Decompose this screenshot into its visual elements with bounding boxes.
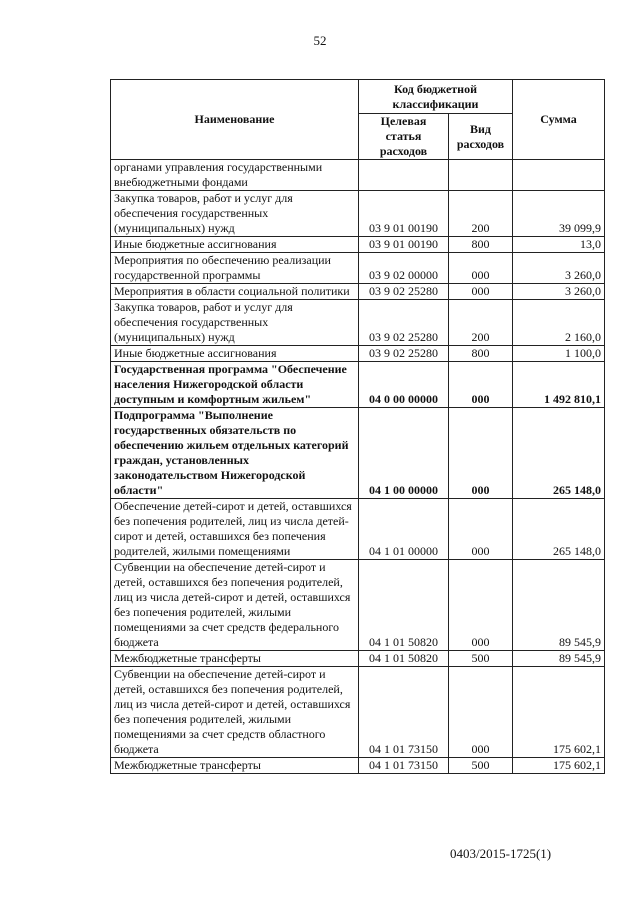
budget-table — [110, 79, 605, 774]
row-type: 800 — [449, 346, 513, 362]
row-sum: 1 100,0 — [513, 346, 605, 362]
row-code: 03 9 02 25280 — [359, 300, 449, 346]
row-sum: 89 545,9 — [513, 651, 605, 667]
document-code: 0403/2015-1725(1) — [450, 846, 552, 861]
table-row — [111, 284, 605, 300]
row-type: 000 — [449, 253, 513, 284]
row-code: 03 9 02 25280 — [359, 284, 449, 300]
row-name: Межбюджетные трансферты — [111, 651, 359, 667]
row-code: 04 1 01 00000 — [359, 499, 449, 560]
row-code: 03 9 01 00190 — [359, 191, 449, 237]
table-row — [111, 346, 605, 362]
row-name: Подпрограмма "Выполнение государственных обязательств по обеспечению жильем отдельных категорий граждан, установленных законодательством Нижегородской области" — [111, 408, 359, 499]
table-row — [111, 758, 605, 774]
row-name: органами управления государственными внебюджетными фондами — [111, 160, 359, 191]
row-code: 04 1 01 50820 — [359, 560, 449, 651]
table-row — [111, 300, 605, 346]
row-code: 03 9 02 00000 — [359, 253, 449, 284]
row-code: 04 1 01 73150 — [359, 667, 449, 758]
row-type: 000 — [449, 408, 513, 499]
row-code — [359, 160, 449, 191]
row-name: Обеспечение детей-сирот и детей, оставшихся без попечения родителей, лиц из числа детей-сирот и детей, оставшихся без попечения родителей, жилыми помещениями — [111, 499, 359, 560]
header-amount: Сумма — [513, 80, 605, 160]
header-expense-type: Вид расходов — [449, 114, 513, 160]
row-name: Мероприятия по обеспечению реализации государственной программы — [111, 253, 359, 284]
row-code: 04 1 01 73150 — [359, 758, 449, 774]
row-sum: 265 148,0 — [513, 408, 605, 499]
row-sum: 175 602,1 — [513, 667, 605, 758]
row-code: 03 9 01 00190 — [359, 237, 449, 253]
row-type: 800 — [449, 237, 513, 253]
row-type: 000 — [449, 499, 513, 560]
row-sum: 265 148,0 — [513, 499, 605, 560]
row-name: Закупка товаров, работ и услуг для обеспечения государственных (муниципальных) нужд — [111, 191, 359, 237]
row-code: 04 1 00 00000 — [359, 408, 449, 499]
row-type: 000 — [449, 667, 513, 758]
row-type: 000 — [449, 560, 513, 651]
row-sum: 3 260,0 — [513, 253, 605, 284]
table-row — [111, 253, 605, 284]
table-body — [111, 160, 605, 774]
table-row — [111, 651, 605, 667]
row-type: 500 — [449, 651, 513, 667]
row-code: 03 9 02 25280 — [359, 346, 449, 362]
table-row — [111, 362, 605, 408]
header-name: Наименование — [111, 80, 359, 160]
row-sum: 13,0 — [513, 237, 605, 253]
table-row — [111, 237, 605, 253]
row-sum: 89 545,9 — [513, 560, 605, 651]
row-type: 200 — [449, 191, 513, 237]
table-row — [111, 499, 605, 560]
row-sum: 175 602,1 — [513, 758, 605, 774]
row-type: 500 — [449, 758, 513, 774]
table-row — [111, 667, 605, 758]
row-code: 04 0 00 00000 — [359, 362, 449, 408]
row-type: 000 — [449, 362, 513, 408]
row-name: Закупка товаров, работ и услуг для обеспечения государственных (муниципальных) нужд — [111, 300, 359, 346]
table-row — [111, 560, 605, 651]
row-code: 04 1 01 50820 — [359, 651, 449, 667]
row-name: Субвенции на обеспечение детей-сирот и детей, оставшихся без попечения родителей, лиц из числа детей-сирот и детей, оставшихся без попечения родителей, жилыми помещениями за счет средств федерального бюджета — [111, 560, 359, 651]
row-type: 200 — [449, 300, 513, 346]
header-target-item: Целевая статья расходов — [359, 114, 449, 160]
row-name: Мероприятия в области социальной политики — [111, 284, 359, 300]
row-sum: 3 260,0 — [513, 284, 605, 300]
table-row — [111, 191, 605, 237]
table-row — [111, 160, 605, 191]
row-name: Субвенции на обеспечение детей-сирот и детей, оставшихся без попечения родителей, лиц из числа детей-сирот и детей, оставшихся без попечения родителей, жилыми помещениями за счет средств областного бюджета — [111, 667, 359, 758]
header-budget-code: Код бюджетной классификации — [359, 80, 513, 114]
row-name: Иные бюджетные ассигнования — [111, 237, 359, 253]
table-header — [111, 80, 605, 160]
row-name: Государственная программа "Обеспечение населения Нижегородской области доступным и комфортным жильем" — [111, 362, 359, 408]
row-name: Межбюджетные трансферты — [111, 758, 359, 774]
row-type: 000 — [449, 284, 513, 300]
table-row — [111, 408, 605, 499]
page-number: 52 — [313, 33, 327, 48]
row-sum: 2 160,0 — [513, 300, 605, 346]
row-type — [449, 160, 513, 191]
row-sum: 1 492 810,1 — [513, 362, 605, 408]
row-name: Иные бюджетные ассигнования — [111, 346, 359, 362]
row-sum — [513, 160, 605, 191]
row-sum: 39 099,9 — [513, 191, 605, 237]
